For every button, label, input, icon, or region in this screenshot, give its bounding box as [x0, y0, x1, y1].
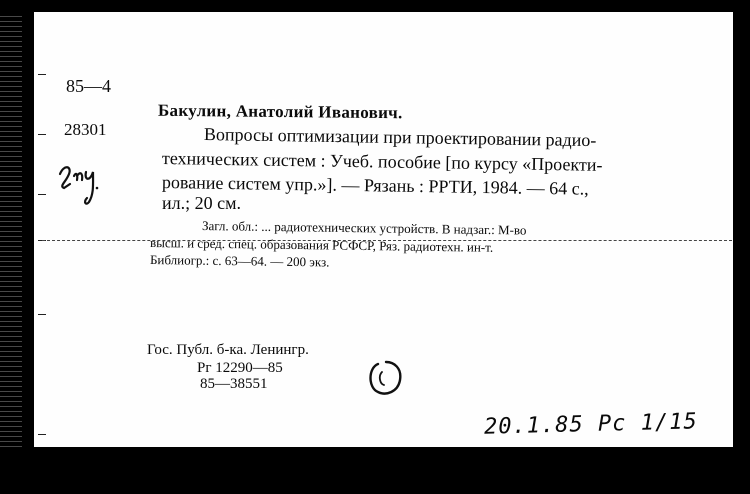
scan-border-strip: [0, 0, 22, 494]
scan-border-bottom: [0, 447, 750, 494]
handwritten-annotation: [56, 158, 126, 210]
note-line: Библиогр.: с. 63—64. — 200 экз.: [149, 252, 330, 270]
registration-number: Рг 12290—85: [197, 360, 283, 376]
inventory-number: 28301: [64, 120, 107, 139]
note-line: высш. и сред. спец. образования РСФСР, Ряз. радиотехн. ин-т.: [149, 235, 494, 255]
library-name: Гос. Публ. б-ка. Ленингр.: [147, 342, 309, 358]
title-line: рование систем упр.»]. — Рязань : РРТИ, 1984. — 64 с.,: [161, 172, 589, 199]
scan-border-right: [733, 0, 750, 494]
shelf-mark: 85—4: [66, 76, 111, 96]
title-line: ил.; 20 см.: [162, 193, 241, 213]
author-heading: Бакулин, Анатолий Иванович.: [158, 100, 403, 123]
title-line: технических систем : Учеб. пособие [по курсу «Проекти-: [161, 148, 603, 175]
title-line: Вопросы оптимизации при проектировании радио-: [203, 124, 597, 151]
card-edge-marks: [36, 14, 46, 444]
stamp-mark: [364, 358, 408, 398]
note-line: Загл. обл.: ... радиотехнических устройств. В надзаг.: М-во: [201, 218, 527, 238]
scan-border-top: [0, 0, 750, 12]
date-stamp: 20.1.85 Рс 1/15: [483, 409, 698, 440]
order-number: 85—38551: [200, 376, 268, 392]
